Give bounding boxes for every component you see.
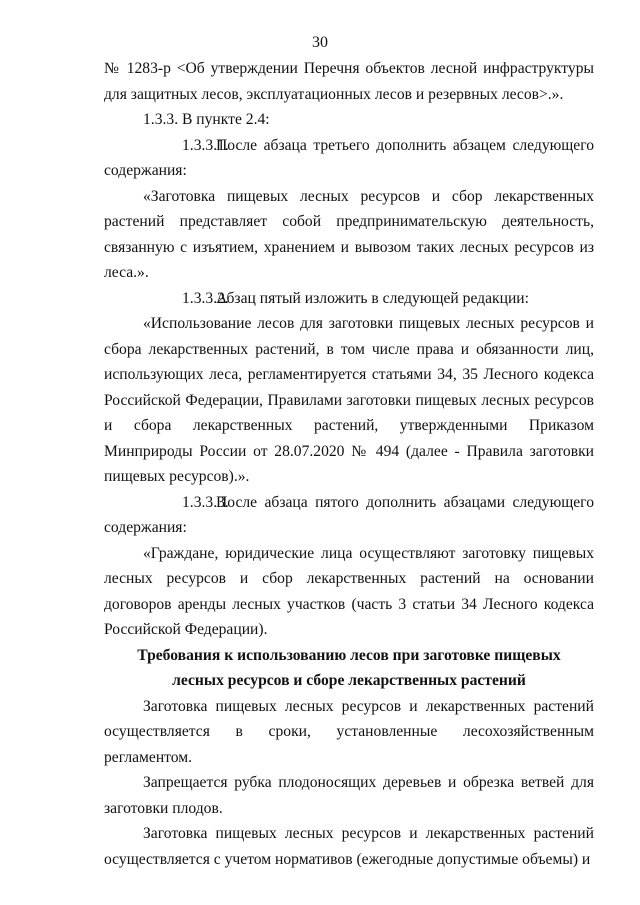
numbered-paragraph [104, 133, 594, 184]
quoted-paragraph: «Использование лесов для заготовки пищевых лесных ресурсов и сбора лекарственных растений, в том числе права и обязанности лиц, использующих леса, регламентируется статьями 34, 35 Лесного кодекса Российской Федерации, Правилами заготовки пищевых лесных ресурсов и сбора лекарственных растений, утвержденными Приказом Минприроды России от 28.07.2020 № 494 (далее - Правила заготовки пищевых ресурсов).». [104, 315, 594, 485]
item-text: После абзаца третьего дополнить абзацем следующего содержания: [104, 136, 594, 179]
document-body [104, 56, 594, 872]
item-number: 1.3.3.1. [182, 136, 229, 154]
item-text: После абзаца пятого дополнить абзацами следующего содержания: [104, 493, 594, 536]
paragraph: № 1283-р <Об утверждении Перечня объектов лесной инфраструктуры для защитных лесов, эксплуатационных лесов и резервных лесов>.». [104, 60, 594, 103]
paragraph: Заготовка пищевых лесных ресурсов и лекарственных растений осуществляется с учетом нормативов (ежегодные допустимые объемы) и [104, 825, 594, 868]
page-number: 30 [312, 34, 328, 51]
section-heading-line2: лесных ресурсов и сборе лекарственных растений [172, 672, 526, 689]
section-heading-line1: Требования к использованию лесов при заготовке пищевых [137, 646, 561, 664]
item-number: 1.3.3.2. [182, 289, 229, 307]
quoted-paragraph: «Граждане, юридические лица осуществляют заготовку пищевых лесных ресурсов и сбор лекарственных растений на основании договоров аренды лесных участков (часть 3 статьи 34 Лесного кодекса Российской Федерации). [104, 544, 594, 638]
paragraph: Запрещается рубка плодоносящих деревьев и обрезка ветвей для заготовки плодов. [104, 774, 594, 817]
quoted-paragraph: «Заготовка пищевых лесных ресурсов и сбор лекарственных растений представляет собой предпринимательскую деятельность, связанную с изъятием, хранением и вывозом таких лесных ресурсов из леса.». [104, 187, 594, 281]
numbered-paragraph [104, 286, 594, 312]
item-text: Абзац пятый изложить в следующей редакции: [216, 289, 529, 307]
paragraph: Заготовка пищевых лесных ресурсов и лекарственных растений осуществляется в сроки, установленные лесохозяйственным регламентом. [104, 697, 594, 766]
numbered-paragraph [104, 490, 594, 541]
item-number: 1.3.3.3. [182, 493, 229, 511]
paragraph-item-heading: 1.3.3. В пункте 2.4: [143, 111, 270, 128]
